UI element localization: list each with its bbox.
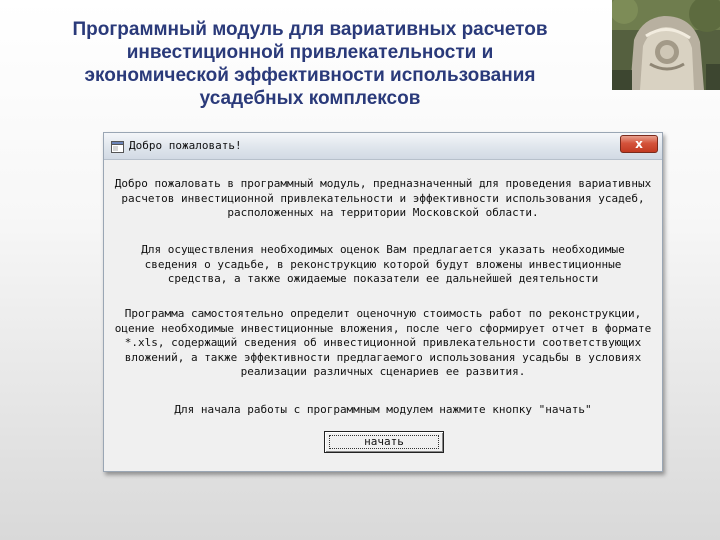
program-description-paragraph: Программа самостоятельно определит оценочную стоимость работ по реконструкции, оцение необходимые инвестиционные вложения, после чего сформирует отчет в формате *.xls, содержащий сведения об инвестиционной привлекательности соответствующих вложений, а также эффективности предлагаемого использования усадьбы в условиях реализации различных сценариев ее развития. [114, 307, 652, 378]
dialog-body [112, 167, 654, 463]
slide-title-line: усадебных комплексов [199, 88, 421, 109]
instructions-paragraph: Для осуществления необходимых оценок Вам предлагается указать необходимые сведения о усадьбе, в реконструкцию которой будут вложены инвестиционные средства, а также ожидаемые показатели ее дальнейшей деятельности [141, 243, 625, 285]
start-button-label: начать [364, 435, 404, 448]
slide-title-line: инвестиционной привлекательности и [126, 42, 494, 63]
welcome-paragraph: Добро пожаловать в программный модуль, предназначенный для проведения вариативных расчетов инвестиционной привлекательности и эффективности использования усадеб, расположенных на территории Московской области. [114, 177, 652, 219]
welcome-dialog [103, 132, 663, 472]
start-hint-paragraph: Для начала работы с программным модулем нажмите кнопку "начать" [174, 403, 592, 416]
close-button[interactable] [620, 135, 658, 153]
slide-title-line: Программный модуль для вариативных расчетов [72, 19, 548, 40]
close-icon: x [635, 137, 643, 151]
dialog-title: Добро пожаловать! [129, 139, 242, 152]
slide-title-line: экономической эффективности использования [84, 65, 536, 86]
dialog-titlebar[interactable] [104, 133, 662, 160]
window-icon [111, 140, 124, 152]
start-button[interactable] [324, 431, 444, 453]
estate-photo [612, 0, 720, 90]
slide-title [40, 18, 580, 110]
